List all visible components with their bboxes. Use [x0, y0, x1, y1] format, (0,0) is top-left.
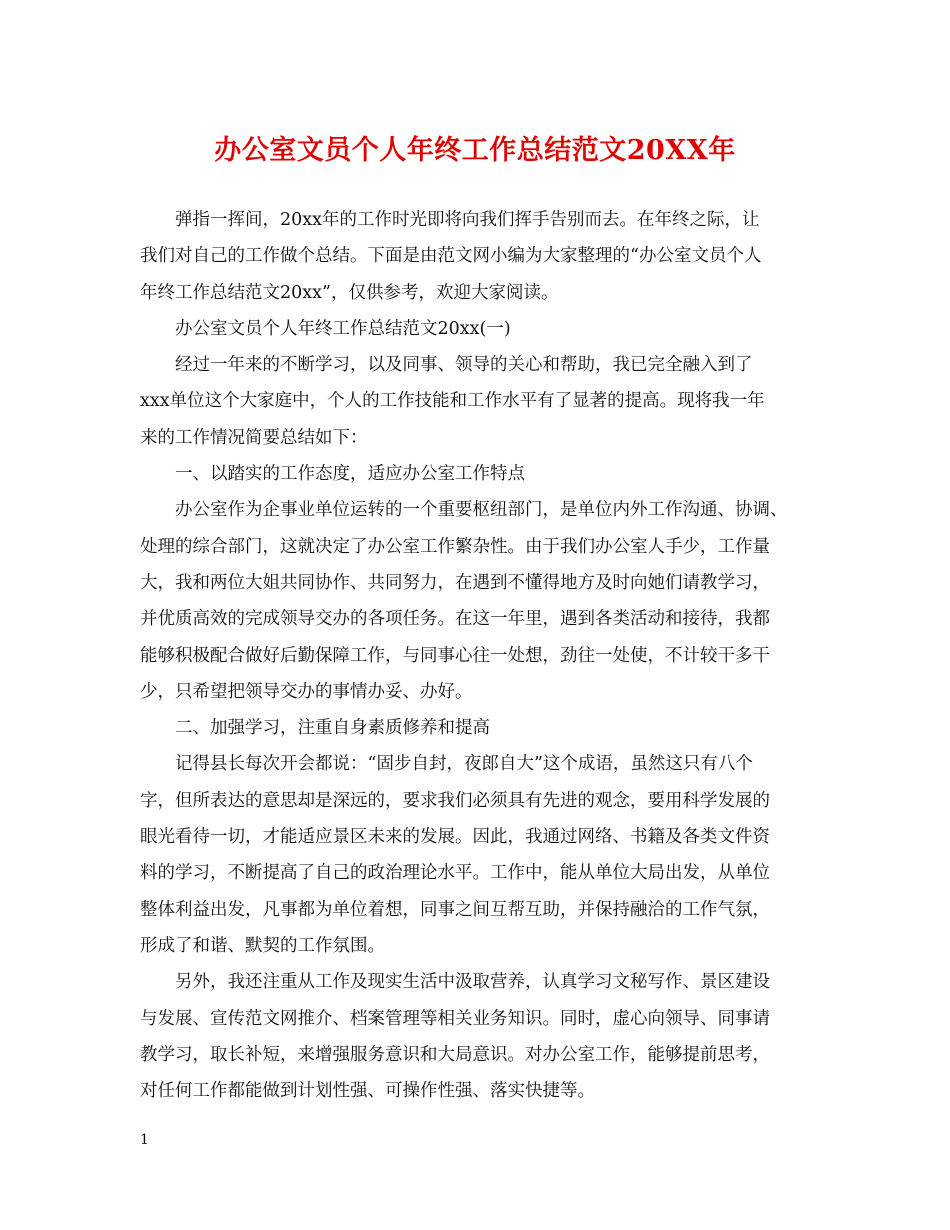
text-line: 字，但所表达的意思却是深远的，要求我们必须具有先进的观念，要用科学发展的 [140, 790, 770, 811]
text-line: 与发展、宣传范文网推介、档案管理等相关业务知识。同时，虚心向领导、同事请 [140, 1008, 770, 1029]
text-line: 二、加强学习，注重自身素质修养和提高 [175, 718, 490, 739]
text-line: 教学习，取长补短，来增强服务意识和大局意识。对办公室工作，能够提前思考， [140, 1044, 770, 1065]
text-line: 对任何工作都能做到计划性强、可操作性强、落实快捷等。 [140, 1081, 595, 1102]
text-line: 处理的综合部门，这就决定了办公室工作繁杂性。由于我们办公室人手少，工作量 [140, 536, 770, 557]
text-line: 记得县长每次开会都说：“固步自封，夜郎自大”这个成语，虽然这只有八个 [175, 754, 753, 775]
text-line: 办公室作为企事业单位运转的一个重要枢纽部门，是单位内外工作沟通、协调、 [175, 500, 788, 521]
document-title: 办公室文员个人年终工作总结范文20XX年 [214, 135, 736, 166]
text-line: 能够积极配合做好后勤保障工作，与同事心往一处想，劲往一处使，不计较干多干 [140, 645, 770, 666]
text-line: 并优质高效的完成领导交办的各项任务。在这一年里，遇到各类活动和接待，我都 [140, 609, 770, 630]
text-line: 年终工作总结范文20xx”，仅供参考，欢迎大家阅读。 [140, 282, 559, 303]
text-line: 整体利益出发，凡事都为单位着想，同事之间互帮互助，并保持融洽的工作气氛， [140, 899, 770, 920]
page-number: 1 [140, 1132, 149, 1148]
text-line: 眼光看待一切，才能适应景区未来的发展。因此，我通过网络、书籍及各类文件资 [140, 827, 770, 848]
text-line: 办公室文员个人年终工作总结范文20xx(一) [175, 318, 511, 339]
document-body [140, 202, 830, 1109]
text-line: 来的工作情况简要总结如下： [140, 427, 368, 448]
text-line: 少，只希望把领导交办的事情办妥、办好。 [140, 681, 473, 702]
text-line: 我们对自己的工作做个总结。下面是由范文网小编为大家整理的“办公室文员个人 [140, 246, 762, 267]
text-line: 经过一年来的不断学习，以及同事、领导的关心和帮助，我已完全融入到了 [175, 355, 753, 376]
text-line: 另外，我还注重从工作及现实生活中汲取营养，认真学习文秘写作、景区建设 [175, 972, 770, 993]
text-line: 料的学习，不断提高了自己的政治理论水平。工作中，能从单位大局出发，从单位 [140, 863, 770, 884]
text-line: xxx单位这个大家庭中，个人的工作技能和工作水平有了显著的提高。现将我一年 [140, 391, 765, 412]
text-line: 大，我和两位大姐共同协作、共同努力，在遇到不懂得地方及时向她们请教学习， [140, 572, 770, 593]
text-line: 形成了和谐、默契的工作氛围。 [140, 935, 385, 956]
text-line: 弹指一挥间，20xx年的工作时光即将向我们挥手告别而去。在年终之际，让 [175, 210, 760, 230]
text-line: 一、以踏实的工作态度，适应办公室工作特点 [175, 464, 525, 485]
